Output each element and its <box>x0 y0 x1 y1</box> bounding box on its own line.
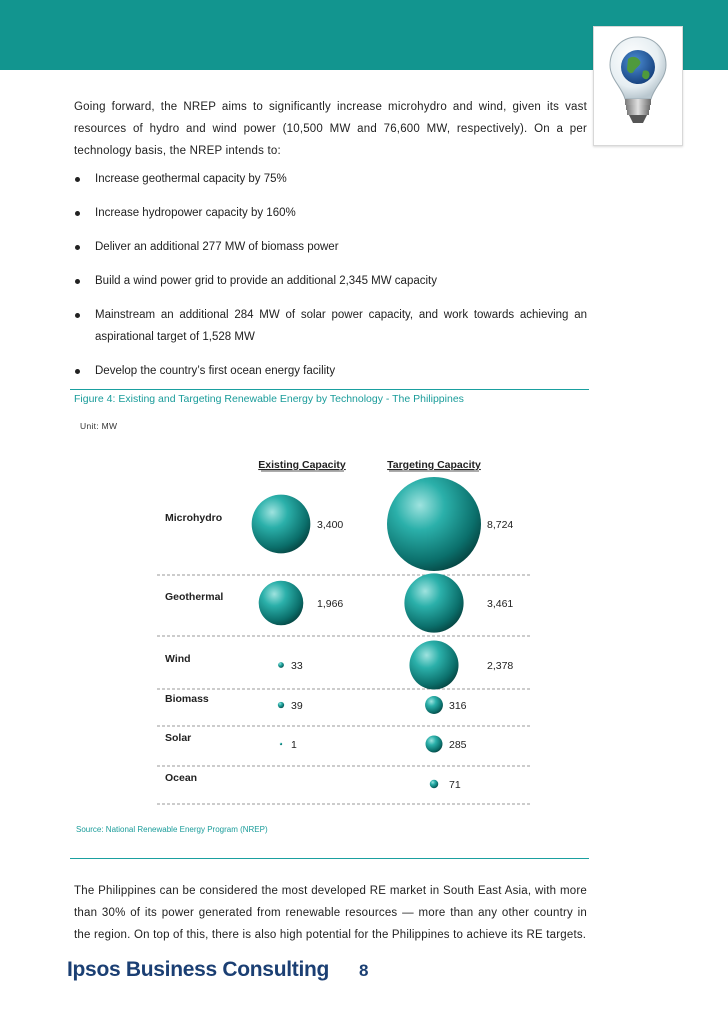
category-label: Microhydro <box>165 512 223 524</box>
data-label-targeting: 285 <box>449 739 467 751</box>
category-label: Solar <box>165 732 192 744</box>
bubble-existing <box>278 702 284 708</box>
data-label-existing: 1,966 <box>317 598 344 610</box>
data-label-targeting: 316 <box>449 700 467 712</box>
list-item: Deliver an additional 277 MW of biomass power <box>74 236 587 258</box>
footer-brand: Ipsos Business Consulting <box>67 958 330 981</box>
bubble-existing <box>280 743 282 745</box>
figure-bottom-rule <box>70 858 589 859</box>
category-label: Geothermal <box>165 591 224 603</box>
bubble-existing <box>278 662 284 668</box>
list-item: Develop the country’s first ocean energy facility <box>74 360 587 382</box>
bubble-targeting <box>404 573 463 632</box>
bubble-targeting <box>409 640 458 689</box>
bubble-targeting <box>387 477 481 571</box>
data-label-existing: 39 <box>291 700 303 712</box>
data-label-existing: 33 <box>291 660 303 672</box>
bubble-chart <box>0 440 728 820</box>
bubble-targeting <box>430 780 438 788</box>
bubble-existing <box>252 495 311 554</box>
series-header-existing: Existing Capacity <box>258 459 346 471</box>
category-label: Ocean <box>165 772 198 784</box>
lightbulb-globe-icon <box>593 26 683 146</box>
figure-source: Source: National Renewable Energy Program (NREP) <box>76 825 268 834</box>
figure-top-rule <box>70 389 589 390</box>
page-number: 8 <box>359 961 369 980</box>
bubble-existing <box>259 581 304 626</box>
closing-paragraph: The Philippines can be considered the most developed RE market in South East Asia, with more than 30% of its power generated from renewable resources — more than any other country in the region. On top of this, there is also high potential for the Philippines to achieve its RE targets. <box>74 885 587 941</box>
data-label-existing: 1 <box>291 739 297 751</box>
category-label: Wind <box>165 653 191 665</box>
nrep-targets-list <box>74 168 587 382</box>
data-label-targeting: 3,461 <box>487 598 514 610</box>
data-label-targeting: 8,724 <box>487 519 514 531</box>
series-header-targeting: Targeting Capacity <box>387 459 481 471</box>
data-label-existing: 3,400 <box>317 519 344 531</box>
figure-unit: Unit: MW <box>80 421 118 431</box>
list-item: Increase hydropower capacity by 160% <box>74 202 587 224</box>
figure-title: Figure 4: Existing and Targeting Renewable Energy by Technology - The Philippines <box>74 393 464 405</box>
list-item: Mainstream an additional 284 MW of solar power capacity, and work towards achieving an aspirational target of 1,528 MW <box>74 304 587 348</box>
bubble-targeting <box>425 696 443 714</box>
list-item: Build a wind power grid to provide an additional 2,345 MW capacity <box>74 270 587 292</box>
intro-paragraph: Going forward, the NREP aims to significantly increase microhydro and wind, given its vast resources of hydro and wind power (10,500 MW and 76,600 MW, respectively). On a per technology basis, the NREP intends to: <box>74 101 587 157</box>
bubble-targeting <box>426 736 443 753</box>
data-label-targeting: 71 <box>449 779 461 791</box>
list-item: Increase geothermal capacity by 75% <box>74 168 587 190</box>
data-label-targeting: 2,378 <box>487 660 514 672</box>
category-label: Biomass <box>165 693 209 705</box>
